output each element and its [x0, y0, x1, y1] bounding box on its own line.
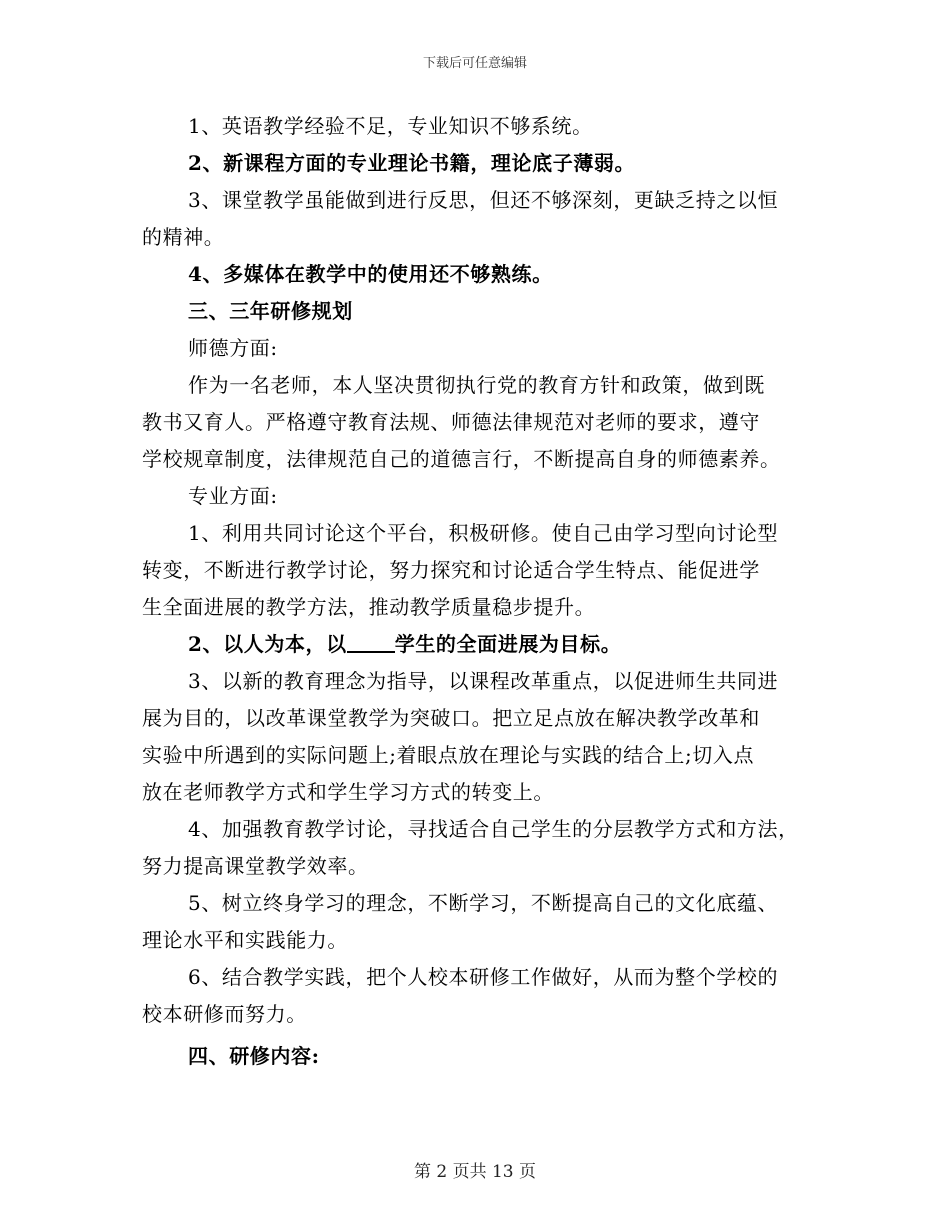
professional-item-1-line-3: 生全面进展的教学方法，推动教学质量稳步提升。 [142, 595, 596, 619]
professional-item-6-line-2: 校本研修而努力。 [142, 1002, 307, 1026]
weakness-item-1: 1、英语教学经验不足，专业知识不够系统。 [188, 114, 593, 138]
weakness-item-2: 2、新课程方面的专业理论书籍，理论底子薄弱。 [188, 151, 636, 175]
fill-in-blank [347, 629, 395, 653]
weakness-item-3-line-1: 3、课堂教学虽能做到进行反思，但还不够深刻，更缺乏持之以恒 [188, 188, 779, 212]
section-heading-4: 四、研修内容: [188, 1044, 320, 1068]
professional-item-4-line-1: 4、加强教育教学讨论，寻找适合自己学生的分层教学方式和方法， [188, 817, 799, 841]
ethics-paragraph-line-3: 学校规章制度，法律规范自己的道德言行，不断提高自身的师德素养。 [142, 447, 781, 471]
professional-item-2-start: 2、以人为本，以 [188, 632, 347, 656]
weakness-item-3-line-2: 的精神。 [142, 225, 225, 249]
professional-item-1-line-2: 转变，不断进行教学讨论，努力探究和讨论适合学生特点、能促进学 [142, 558, 760, 582]
subheading-professional: 专业方面: [188, 484, 278, 508]
professional-item-3-line-3: 实验中所遇到的实际问题上;着眼点放在理论与实践的结合上;切入点 [142, 743, 755, 767]
ethics-paragraph-line-2: 教书又育人。严格遵守教育法规、师德法律规范对老师的要求，遵守 [142, 410, 760, 434]
page-number: 第 2 页共 13 页 [413, 1162, 537, 1182]
ethics-paragraph-line-1: 作为一名老师，本人坚决贯彻执行党的教育方针和政策，做到既 [188, 373, 765, 397]
professional-item-3-line-1: 3、以新的教育理念为指导，以课程改革重点，以促进师生共同进 [188, 669, 779, 693]
professional-item-3-line-2: 展为目的，以改革课堂教学为突破口。把立足点放在解决教学改革和 [142, 706, 760, 730]
professional-item-1-line-1: 1、利用共同讨论这个平台，积极研修。使自己由学习型向讨论型 [188, 521, 779, 545]
professional-item-3-line-4: 放在老师教学方式和学生学习方式的转变上。 [142, 780, 554, 804]
weakness-item-4: 4、多媒体在教学中的使用还不够熟练。 [188, 262, 553, 286]
professional-item-5-line-1: 5、树立终身学习的理念，不断学习，不断提高自己的文化底蕴、 [188, 891, 779, 915]
professional-item-6-line-1: 6、结合教学实践，把个人校本研修工作做好，从而为整个学校的 [188, 965, 779, 989]
page-header: 下载后可任意编辑 [422, 56, 527, 71]
professional-item-5-line-2: 理论水平和实践能力。 [142, 928, 348, 952]
professional-item-2 [188, 626, 621, 662]
section-heading-3: 三、三年研修规划 [188, 299, 353, 323]
professional-item-2-end: 学生的全面进展为目标。 [394, 632, 622, 656]
subheading-ethics: 师德方面: [188, 336, 278, 360]
professional-item-4-line-2: 努力提高课堂教学效率。 [142, 854, 369, 878]
